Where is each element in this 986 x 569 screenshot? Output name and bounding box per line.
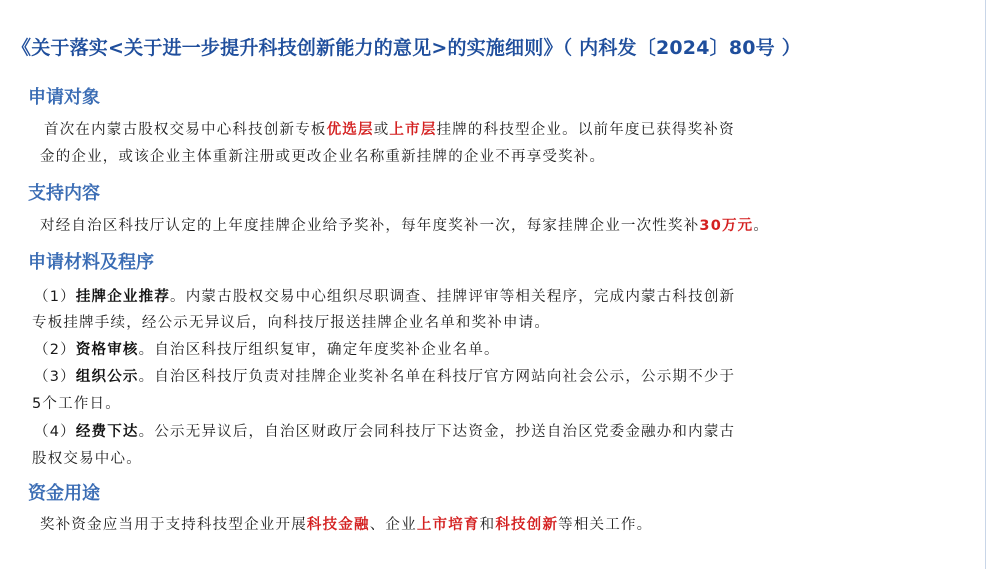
step-text: 。自治区科技厅组织复审，确定年度奖补企业名单。 <box>138 342 500 358</box>
procedure-step-2 <box>34 338 500 359</box>
highlight-listing-tier: 上市层 <box>389 122 437 138</box>
funds-text: 等相关工作。 <box>558 517 653 533</box>
highlight-tech-innovation: 科技创新 <box>495 517 559 533</box>
applicants-text: 首次在内蒙古股权交易中心科技创新专板 <box>44 122 327 138</box>
funds-line-1 <box>40 513 652 534</box>
applicants-text: 挂牌的科技型企业。以前年度已获得奖补资 <box>436 122 735 138</box>
procedure-step-3 <box>34 365 735 386</box>
applicants-line-2: 金的企业，或该企业主体重新注册或更改企业名称重新挂牌的企业不再享受奖补。 <box>40 149 606 165</box>
highlight-award-amount: 30万元 <box>699 218 754 234</box>
funds-text: 奖补资金应当用于支持科技型企业开展 <box>40 517 307 533</box>
section-heading-funds: 资金用途 <box>28 483 100 504</box>
step-text: 。自治区科技厅负责对挂牌企业奖补名单在科技厅官方网站向社会公示，公示期不少于 <box>138 369 736 385</box>
step-title: 资格审核 <box>75 342 139 358</box>
step-title: 经费下达 <box>75 424 139 440</box>
step-text: 。公示无异议后，自治区财政厅会同科技厅下达资金，抄送自治区党委金融办和内蒙古 <box>138 424 736 440</box>
funds-text: 、企业 <box>369 517 417 533</box>
highlight-listing-cultivation: 上市培育 <box>416 517 480 533</box>
step-title: 组织公示 <box>75 369 139 385</box>
section-heading-support: 支持内容 <box>28 183 100 204</box>
applicants-text: 或 <box>373 122 390 138</box>
support-line-1 <box>40 214 769 235</box>
procedure-step-4-continued: 股权交易中心。 <box>32 451 142 467</box>
document-title: 《关于落实<关于进一步提升科技创新能力的意见>的实施细则》（ 内科发〔2024〕80号 ） <box>12 37 801 59</box>
procedure-step-3-continued: 5个工作日。 <box>32 396 121 412</box>
support-text: 。 <box>753 218 770 234</box>
section-heading-applicants: 申请对象 <box>28 87 100 108</box>
step-number: （4） <box>34 424 76 440</box>
procedure-step-1-continued: 专板挂牌手续，经公示无异议后，向科技厅报送挂牌企业名单和奖补申请。 <box>32 315 551 331</box>
procedure-step-4 <box>34 420 735 441</box>
step-number: （1） <box>34 289 76 305</box>
step-text: 。内蒙古股权交易中心组织尽职调查、挂牌评审等相关程序，完成内蒙古科技创新 <box>170 289 736 305</box>
highlight-preferred-tier: 优选层 <box>326 122 374 138</box>
highlight-tech-finance: 科技金融 <box>306 517 370 533</box>
procedure-step-1 <box>34 285 735 306</box>
step-number: （2） <box>34 342 76 358</box>
section-heading-procedure: 申请材料及程序 <box>28 252 154 273</box>
support-text: 对经自治区科技厅认定的上年度挂牌企业给予奖补，每年度奖补一次，每家挂牌企业一次性奖补 <box>40 218 700 234</box>
step-number: （3） <box>34 369 76 385</box>
applicants-line-1 <box>44 118 735 139</box>
step-title: 挂牌企业推荐 <box>75 289 171 305</box>
funds-text: 和 <box>479 517 496 533</box>
